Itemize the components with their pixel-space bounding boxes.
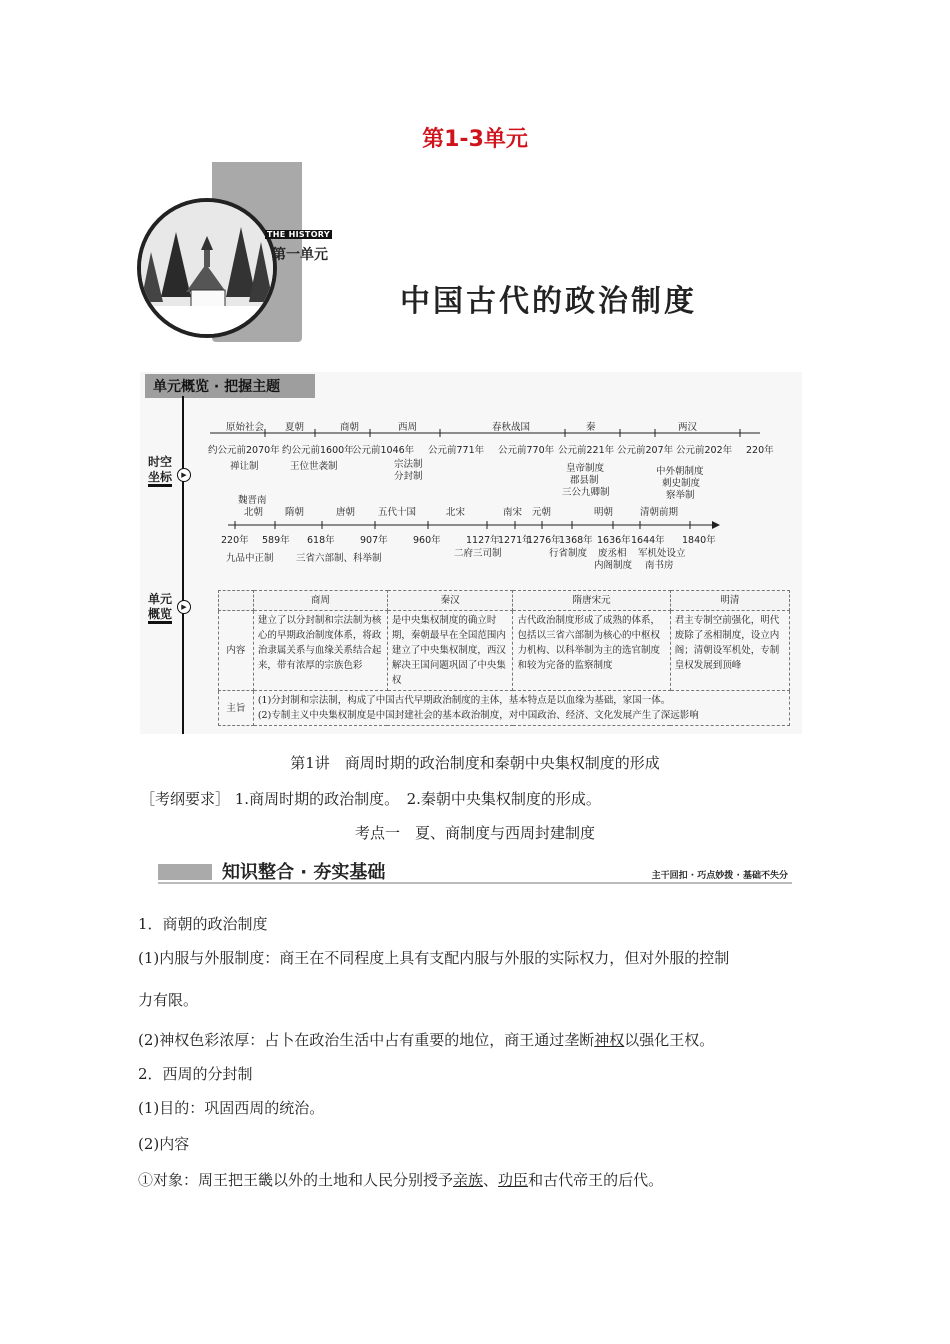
- unit-label: 第一单元: [272, 247, 328, 263]
- date-label: 公元前202年: [676, 445, 733, 456]
- timeline-side-label: 时空 坐标: [140, 455, 180, 485]
- body-line: 1．商朝的政治制度: [138, 915, 268, 933]
- date-label: 1368年: [559, 535, 593, 546]
- system-note: 废丞相: [598, 548, 627, 559]
- row-label: 主旨: [219, 691, 254, 726]
- table-header: 隋唐宋元: [513, 591, 670, 611]
- play-icon: ▶: [177, 600, 191, 614]
- row-label: 内容: [219, 611, 254, 691]
- underlined-term: 神权: [594, 1031, 625, 1049]
- date-label: 1636年: [597, 535, 631, 546]
- system-note: 宗法制: [394, 459, 423, 470]
- body-line: 力有限。: [138, 991, 199, 1009]
- system-note: 郡县制: [570, 475, 599, 486]
- era-label: 唐朝: [336, 507, 356, 518]
- play-icon: ▶: [177, 468, 191, 482]
- era-label: 两汉: [678, 422, 698, 433]
- system-note: 行省制度: [549, 548, 588, 559]
- system-note: 南书房: [645, 560, 674, 571]
- era-label: 魏晋南: [238, 495, 267, 506]
- era-label: 商朝: [340, 422, 360, 433]
- table-header: 秦汉: [387, 591, 513, 611]
- knowledge-subtitle: 主干回扣 · 巧点妙拨 · 基础不失分: [651, 871, 788, 881]
- era-label: 春秋战国: [492, 422, 531, 433]
- era-label: 隋朝: [285, 507, 305, 518]
- body-line: (1)内服与外服制度：商王在不同程度上具有支配内服与外服的实际权力，但对外服的控制: [138, 949, 730, 967]
- date-label: 约公元前2070年: [208, 445, 280, 456]
- lecture-title: 第1讲 商周时期的政治制度和秦朝中央集权制度的形成: [290, 754, 660, 772]
- system-note: 察举制: [666, 490, 695, 501]
- system-note: 二府三司制: [454, 548, 502, 559]
- system-note: 中外朝制度: [656, 466, 704, 477]
- table-header: 明清: [670, 591, 789, 611]
- table-header: 商周: [253, 591, 387, 611]
- date-label: 1271年: [498, 535, 532, 546]
- era-label: 清朝前期: [640, 507, 679, 518]
- underlined-term: 亲族: [453, 1171, 484, 1189]
- date-label: 1276年: [527, 535, 561, 546]
- era-label: 北朝: [244, 507, 264, 518]
- date-label: 公元前221年: [558, 445, 615, 456]
- knowledge-title: 知识整合 · 夯实基础: [222, 862, 386, 883]
- era-label: 夏朝: [285, 422, 305, 433]
- date-label: 1840年: [682, 535, 716, 546]
- system-note: 三公九卿制: [562, 487, 610, 498]
- era-label: 原始社会: [226, 422, 265, 433]
- era-label: 秦: [586, 422, 596, 433]
- overview-table: [218, 590, 790, 726]
- table-corner: [219, 591, 254, 611]
- era-label: 元朝: [532, 507, 552, 518]
- system-note: 皇帝制度: [566, 463, 605, 474]
- theme-cell: [253, 691, 789, 726]
- underlined-term: 功臣: [498, 1171, 529, 1189]
- body-line: 2．西周的分封制: [138, 1065, 253, 1083]
- system-note: 刺史制度: [662, 478, 701, 489]
- history-tag: THE HISTORY: [267, 230, 330, 239]
- snow-church-image: [137, 198, 277, 338]
- body-line: ①对象：周王把王畿以外的土地和人民分别授予亲族、功臣和古代帝王的后代。: [138, 1171, 664, 1189]
- theme-line: (2)专制主义中央集权制度是中国封建社会的基本政治制度，对中国政治、经济、文化发展产生了深远影响: [257, 710, 699, 721]
- era-label: 南宋: [503, 507, 523, 518]
- system-note: 三省六部制、科举制: [296, 553, 382, 564]
- era-label: 北宋: [446, 507, 466, 518]
- date-label: 220年: [221, 535, 249, 546]
- era-label: 明朝: [594, 507, 614, 518]
- date-label: 907年: [360, 535, 388, 546]
- system-note: 王位世袭制: [290, 461, 338, 472]
- system-note: 分封制: [394, 471, 423, 482]
- kaodian-title: 考点一 夏、商制度与西周封建制度: [354, 824, 595, 842]
- body-line: (2)内容: [138, 1135, 190, 1153]
- unit-title: 中国古代的政治制度: [400, 284, 697, 319]
- table-cell: 古代政治制度形成了成熟的体系，包括以三省六部制为核心的中枢权力机构、以科举制为主的选官制度和较为完备的监察制度: [513, 611, 670, 691]
- date-label: 约公元前1600年: [282, 445, 354, 456]
- era-label: 五代十国: [378, 507, 417, 518]
- date-label: 220年: [746, 445, 774, 456]
- date-label: 1127年: [466, 535, 500, 546]
- system-note: 禅让制: [230, 461, 259, 472]
- system-note: 九品中正制: [226, 553, 274, 564]
- date-label: 公元前207年: [617, 445, 674, 456]
- system-note: 军机处设立: [638, 548, 686, 559]
- era-label: 西周: [398, 422, 418, 433]
- date-label: 618年: [307, 535, 335, 546]
- table-cell: 是中央集权制度的确立时期，秦朝最早在全国范围内建立了中央集权制度，西汉解决王国问题巩固了中央集权: [387, 611, 513, 691]
- page-title: 第1-3单元: [422, 127, 528, 152]
- date-label: 1644年: [631, 535, 665, 546]
- requirements: ［考纲要求］ 1.商周时期的政治制度。 2.秦朝中央集权制度的形成。: [140, 790, 601, 808]
- date-label: 公元前1046年: [352, 445, 415, 456]
- date-label: 589年: [262, 535, 290, 546]
- date-label: 960年: [413, 535, 441, 546]
- body-line: (1)目的：巩固西周的统治。: [138, 1099, 325, 1117]
- overview-vertical-line: [182, 396, 184, 734]
- theme-line: (1)分封制和宗法制，构成了中国古代早期政治制度的主体，基本特点是以血缘为基础，家国一体。: [257, 695, 671, 706]
- knowledge-bar: [158, 860, 792, 884]
- bar-block: [158, 864, 212, 880]
- date-label: 公元前771年: [428, 445, 485, 456]
- body-line: (2)神权色彩浓厚：占卜在政治生活中占有重要的地位，商王通过垄断神权以强化王权。: [138, 1031, 715, 1049]
- table-cell: 君主专制空前强化，明代废除了丞相制度，设立内阁；清朝设军机处，专制皇权发展到顶峰: [670, 611, 789, 691]
- table-cell: 建立了以分封制和宗法制为核心的早期政治制度体系，将政治隶属关系与血缘关系结合起来，带有浓厚的宗族色彩: [253, 611, 387, 691]
- date-label: 公元前770年: [498, 445, 555, 456]
- overview-side-label: 单元 概览: [140, 592, 180, 622]
- overview-heading: 单元概览 · 把握主题: [145, 374, 315, 398]
- system-note: 内阁制度: [594, 560, 633, 571]
